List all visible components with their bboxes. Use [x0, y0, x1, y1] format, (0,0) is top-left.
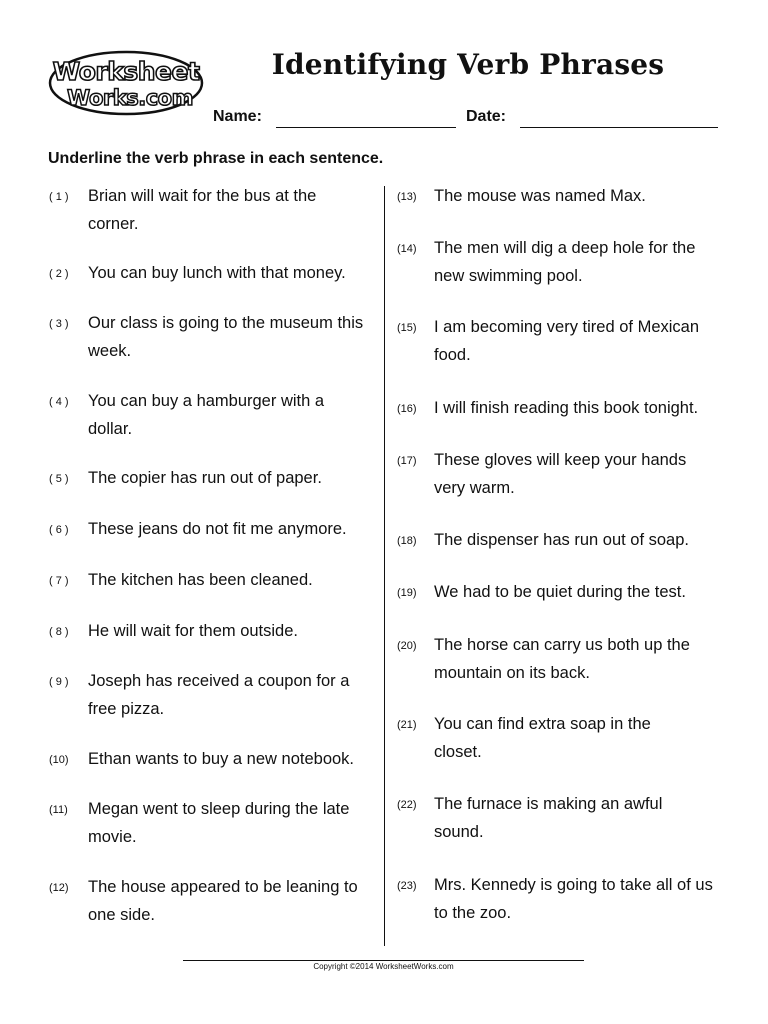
question-text: Megan went to sleep during the late movie.	[88, 800, 350, 846]
question-number: (20)	[397, 640, 417, 652]
question-number: (21)	[397, 719, 417, 731]
question-text: I will finish reading this book tonight.	[434, 399, 699, 417]
question-number: (15)	[397, 322, 417, 334]
name-field[interactable]	[276, 127, 456, 128]
question-text: You can buy lunch with that money.	[88, 264, 346, 282]
question-number: ( 7 )	[49, 575, 69, 587]
question-number: ( 1 )	[49, 191, 69, 203]
question-number: (17)	[397, 455, 417, 467]
question-number: (16)	[397, 403, 417, 415]
question-number: ( 5 )	[49, 473, 69, 485]
question-number: ( 6 )	[49, 524, 69, 536]
question-number: ( 8 )	[49, 626, 69, 638]
question-text: The kitchen has been cleaned.	[88, 571, 313, 589]
question-text: The dispenser has run out of soap.	[434, 531, 689, 549]
question-text: I am becoming very tired of Mexican food.	[434, 318, 700, 364]
question-text: The horse can carry us both up the mountain on its back.	[434, 636, 690, 682]
question-text: Brian will wait for the bus at the corner.	[88, 187, 317, 233]
question-number: ( 2 )	[49, 268, 69, 280]
date-label: Date:	[466, 108, 507, 125]
question-number: (13)	[397, 191, 417, 203]
footer-divider	[183, 960, 584, 961]
svg-text:Works.com: Works.com	[67, 86, 193, 110]
name-label: Name:	[213, 108, 262, 125]
question-number: (18)	[397, 535, 417, 547]
question-text: We had to be quiet during the test.	[434, 583, 686, 601]
question-text: Ethan wants to buy a new notebook.	[88, 750, 355, 768]
question-number: (10)	[49, 754, 69, 766]
question-text: The house appeared to be leaning to one side.	[88, 878, 358, 924]
question-number: (22)	[397, 799, 417, 811]
question-text: These jeans do not fit me anymore.	[88, 520, 347, 538]
question-number: (14)	[397, 243, 417, 255]
question-number: (23)	[397, 880, 417, 892]
date-field[interactable]	[520, 127, 718, 128]
question-text: Mrs. Kennedy is going to take all of us to the zoo.	[434, 876, 713, 922]
question-text: The men will dig a deep hole for the new swimming pool.	[434, 239, 696, 285]
question-text: The mouse was named Max.	[434, 187, 646, 205]
question-text: The copier has run out of paper.	[88, 469, 322, 487]
question-number: ( 3 )	[49, 318, 69, 330]
question-text: You can find extra soap in the closet.	[434, 715, 651, 761]
question-text: The furnace is making an awful sound.	[434, 795, 663, 841]
page-title: Identifying Verb Phrases	[271, 48, 665, 81]
svg-text:Worksheet: Worksheet	[52, 57, 200, 86]
question-text: These gloves will keep your hands very warm.	[434, 451, 687, 497]
instructions: Underline the verb phrase in each sentence.	[48, 150, 384, 167]
column-divider	[384, 186, 385, 946]
question-number: (19)	[397, 587, 417, 599]
question-text: He will wait for them outside.	[88, 622, 298, 640]
copyright: Copyright ©2014 WorksheetWorks.com	[313, 962, 454, 971]
question-text: You can buy a hamburger with a dollar.	[88, 392, 325, 438]
question-number: (12)	[49, 882, 69, 894]
question-text: Our class is going to the museum this week.	[88, 314, 364, 360]
question-text: Joseph has received a coupon for a free pizza.	[88, 672, 350, 718]
question-number: ( 4 )	[49, 396, 69, 408]
worksheetworks-logo	[48, 50, 204, 116]
question-number: ( 9 )	[49, 676, 69, 688]
question-number: (11)	[49, 804, 68, 816]
